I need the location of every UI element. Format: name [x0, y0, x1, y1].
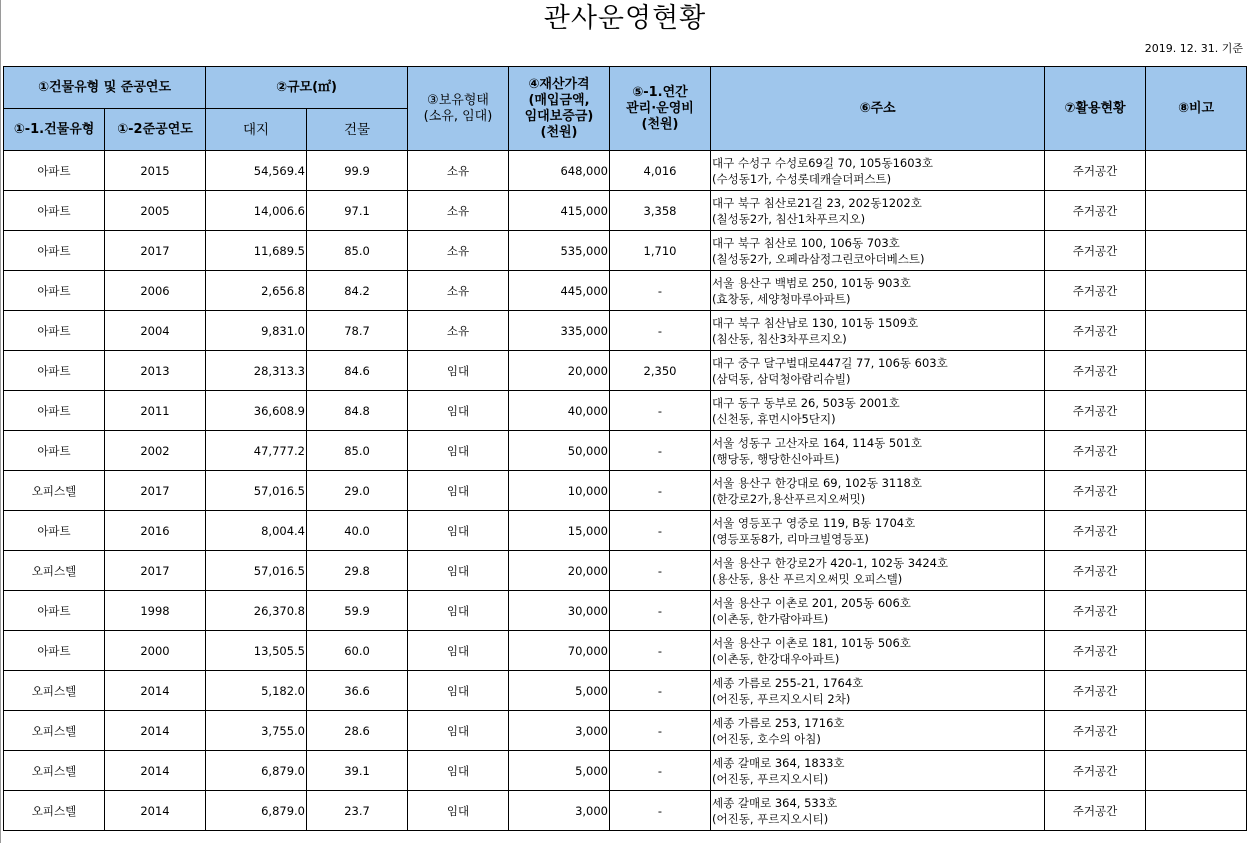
header-usage: ⑦활용현황 — [1045, 67, 1146, 151]
header-cost-line2: 관리·운영비 — [626, 100, 694, 116]
cell-address — [711, 151, 1045, 191]
cell-remarks — [1146, 431, 1247, 471]
cell-usage: 주거공간 — [1045, 351, 1146, 391]
cell-land-area: 3,755.0 — [206, 711, 307, 751]
address-line1: 서울 용산구 한강로2가 420-1, 102동 3424호 — [712, 555, 949, 570]
header-value-line1: ④재산가격 — [528, 76, 590, 92]
cell-remarks — [1146, 191, 1247, 231]
cell-address — [711, 511, 1045, 551]
cell-annual-cost: 1,710 — [610, 231, 711, 271]
cell-land-area: 57,016.5 — [206, 471, 307, 511]
cell-building-area: 84.8 — [307, 391, 408, 431]
cell-building-type: 오피스텔 — [4, 711, 105, 751]
table-row — [4, 391, 1247, 431]
cell-land-area: 14,006.6 — [206, 191, 307, 231]
cell-ownership: 소유 — [408, 271, 509, 311]
header-land-area: 대지 — [206, 109, 307, 151]
cell-address — [711, 351, 1045, 391]
cell-address — [711, 591, 1045, 631]
cell-building-type: 아파트 — [4, 191, 105, 231]
cell-land-area: 26,370.8 — [206, 591, 307, 631]
cell-usage: 주거공간 — [1045, 751, 1146, 791]
cell-building-type: 아파트 — [4, 631, 105, 671]
address-line2: (효창동, 세양청마루아파트) — [712, 291, 851, 306]
cell-annual-cost: - — [610, 311, 711, 351]
cell-ownership: 소유 — [408, 191, 509, 231]
cell-annual-cost: 2,350 — [610, 351, 711, 391]
cell-annual-cost: - — [610, 551, 711, 591]
cell-ownership: 소유 — [408, 311, 509, 351]
cell-annual-cost: 4,016 — [610, 151, 711, 191]
address-line1: 대구 중구 달구벌대로447길 77, 106동 603호 — [712, 355, 948, 370]
cell-property-value: 535,000 — [509, 231, 610, 271]
cell-ownership: 소유 — [408, 231, 509, 271]
cell-land-area: 5,182.0 — [206, 671, 307, 711]
cell-usage: 주거공간 — [1045, 191, 1146, 231]
address-line1: 대구 북구 침산로 100, 106동 703호 — [712, 235, 900, 250]
cell-building-area: 29.0 — [307, 471, 408, 511]
address-line2: (침산동, 침산3차푸르지오) — [712, 331, 847, 346]
cell-completion-year: 2017 — [105, 231, 206, 271]
cell-building-area: 28.6 — [307, 711, 408, 751]
cell-building-area: 59.9 — [307, 591, 408, 631]
cell-usage: 주거공간 — [1045, 511, 1146, 551]
cell-annual-cost: - — [610, 671, 711, 711]
cell-land-area: 28,313.3 — [206, 351, 307, 391]
cell-remarks — [1146, 151, 1247, 191]
cell-annual-cost: - — [610, 271, 711, 311]
address-line2: (한강로2가,용산푸르지오써밋) — [712, 491, 866, 506]
address-line1: 서울 용산구 이촌로 201, 205동 606호 — [712, 595, 911, 610]
cell-ownership: 임대 — [408, 351, 509, 391]
cell-property-value: 10,000 — [509, 471, 610, 511]
cell-usage: 주거공간 — [1045, 311, 1146, 351]
cell-ownership: 임대 — [408, 471, 509, 511]
table-row — [4, 751, 1247, 791]
cell-annual-cost: 3,358 — [610, 191, 711, 231]
cell-remarks — [1146, 511, 1247, 551]
cell-annual-cost: - — [610, 711, 711, 751]
header-scale-group: ②규모(㎡) — [206, 67, 408, 109]
cell-completion-year: 2017 — [105, 551, 206, 591]
cell-property-value: 20,000 — [509, 551, 610, 591]
cell-annual-cost: - — [610, 591, 711, 631]
cell-annual-cost: - — [610, 751, 711, 791]
cell-completion-year: 1998 — [105, 591, 206, 631]
header-ownership — [408, 67, 509, 151]
cell-land-area: 57,016.5 — [206, 551, 307, 591]
address-line1: 서울 용산구 한강대로 69, 102동 3118호 — [712, 475, 922, 490]
address-line2: (영등포동8가, 리마크빌영등포) — [712, 531, 869, 546]
address-line2: (이촌동, 한가람아파트) — [712, 611, 829, 626]
address-line1: 대구 북구 침산로21길 23, 202동1202호 — [712, 195, 922, 210]
cell-ownership: 임대 — [408, 511, 509, 551]
housing-status-table — [3, 66, 1247, 831]
cell-completion-year: 2016 — [105, 511, 206, 551]
cell-remarks — [1146, 471, 1247, 511]
cell-building-type: 오피스텔 — [4, 551, 105, 591]
cell-ownership: 임대 — [408, 591, 509, 631]
address-line1: 서울 용산구 이촌로 181, 101동 506호 — [712, 635, 911, 650]
cell-completion-year: 2014 — [105, 711, 206, 751]
cell-building-area: 78.7 — [307, 311, 408, 351]
cell-remarks — [1146, 391, 1247, 431]
cell-usage: 주거공간 — [1045, 711, 1146, 751]
cell-remarks — [1146, 271, 1247, 311]
cell-address — [711, 431, 1045, 471]
cell-annual-cost: - — [610, 431, 711, 471]
cell-address — [711, 471, 1045, 511]
cell-address — [711, 791, 1045, 831]
cell-building-area: 84.2 — [307, 271, 408, 311]
cell-remarks — [1146, 711, 1247, 751]
header-cost-line3: (천원) — [641, 116, 679, 132]
cell-property-value: 335,000 — [509, 311, 610, 351]
address-line2: (용산동, 용산 푸르지오써밋 오피스텔) — [712, 571, 903, 586]
header-value-line2: (매입금액, — [528, 92, 590, 108]
address-line1: 세종 가름로 253, 1716호 — [712, 715, 845, 730]
table-row — [4, 711, 1247, 751]
cell-building-type: 아파트 — [4, 271, 105, 311]
header-completion-year: ①-2준공연도 — [105, 109, 206, 151]
table-row — [4, 231, 1247, 271]
cell-land-area: 6,879.0 — [206, 791, 307, 831]
cell-building-type: 오피스텔 — [4, 751, 105, 791]
cell-usage: 주거공간 — [1045, 791, 1146, 831]
cell-building-area: 99.9 — [307, 151, 408, 191]
address-line1: 서울 용산구 백범로 250, 101동 903호 — [712, 275, 911, 290]
cell-land-area: 11,689.5 — [206, 231, 307, 271]
cell-building-type: 아파트 — [4, 231, 105, 271]
cell-land-area: 13,505.5 — [206, 631, 307, 671]
cell-remarks — [1146, 591, 1247, 631]
table-row — [4, 431, 1247, 471]
cell-address — [711, 271, 1045, 311]
address-line2: (어진동, 푸르지오시티) — [712, 771, 829, 786]
cell-land-area: 2,656.8 — [206, 271, 307, 311]
cell-property-value: 30,000 — [509, 591, 610, 631]
cell-completion-year: 2004 — [105, 311, 206, 351]
cell-property-value: 40,000 — [509, 391, 610, 431]
cell-remarks — [1146, 231, 1247, 271]
cell-completion-year: 2014 — [105, 791, 206, 831]
cell-building-area: 85.0 — [307, 431, 408, 471]
as-of-date: 2019. 12. 31. 기준 — [1144, 42, 1243, 55]
cell-completion-year: 2017 — [105, 471, 206, 511]
cell-address — [711, 671, 1045, 711]
address-line2: (어진동, 호수의 아침) — [712, 731, 821, 746]
header-value-line3: 임대보증금) — [524, 108, 594, 124]
cell-usage: 주거공간 — [1045, 431, 1146, 471]
address-line2: (이촌동, 한강대우아파트) — [712, 651, 840, 666]
cell-completion-year: 2006 — [105, 271, 206, 311]
table-row — [4, 471, 1247, 511]
cell-building-area: 36.6 — [307, 671, 408, 711]
cell-building-area: 85.0 — [307, 231, 408, 271]
cell-property-value: 15,000 — [509, 511, 610, 551]
header-building-area: 건물 — [307, 109, 408, 151]
address-line2: (신천동, 휴먼시아5단지) — [712, 411, 836, 426]
cell-building-area: 23.7 — [307, 791, 408, 831]
header-annual-cost — [610, 67, 711, 151]
cell-ownership: 임대 — [408, 751, 509, 791]
cell-building-area: 60.0 — [307, 631, 408, 671]
table-row — [4, 311, 1247, 351]
cell-building-type: 아파트 — [4, 431, 105, 471]
cell-address — [711, 311, 1045, 351]
table-row — [4, 151, 1247, 191]
table-row — [4, 591, 1247, 631]
cell-ownership: 임대 — [408, 791, 509, 831]
cell-address — [711, 551, 1045, 591]
header-type-year-group: ①건물유형 및 준공연도 — [4, 67, 206, 109]
address-line2: (수성동1가, 수성롯데캐슬더퍼스트) — [712, 171, 892, 186]
cell-remarks — [1146, 311, 1247, 351]
cell-ownership: 임대 — [408, 711, 509, 751]
cell-land-area: 8,004.4 — [206, 511, 307, 551]
address-line2: (칠성동2가, 침산1차푸르지오) — [712, 211, 866, 226]
cell-property-value: 50,000 — [509, 431, 610, 471]
table-row — [4, 351, 1247, 391]
address-line1: 대구 동구 동부로 26, 503동 2001호 — [712, 395, 900, 410]
address-line1: 세종 가름로 255-21, 1764호 — [712, 675, 864, 690]
header-ownership-line2: (소유, 임대) — [423, 108, 493, 124]
cell-ownership: 임대 — [408, 391, 509, 431]
cell-usage: 주거공간 — [1045, 471, 1146, 511]
address-line1: 대구 북구 침산남로 130, 101동 1509호 — [712, 315, 919, 330]
address-line1: 서울 영등포구 영중로 119, B동 1704호 — [712, 515, 916, 530]
address-line2: (삼덕동, 삼덕청아람리슈빌) — [712, 371, 851, 386]
cell-building-type: 아파트 — [4, 391, 105, 431]
cell-property-value: 70,000 — [509, 631, 610, 671]
cell-building-area: 39.1 — [307, 751, 408, 791]
cell-address — [711, 631, 1045, 671]
table-row — [4, 271, 1247, 311]
header-value-line4: (천원) — [540, 124, 578, 140]
cell-address — [711, 711, 1045, 751]
cell-building-type: 아파트 — [4, 511, 105, 551]
address-line1: 세종 갈매로 364, 1833호 — [712, 755, 845, 770]
cell-usage: 주거공간 — [1045, 391, 1146, 431]
cell-completion-year: 2011 — [105, 391, 206, 431]
cell-address — [711, 391, 1045, 431]
cell-remarks — [1146, 751, 1247, 791]
cell-remarks — [1146, 671, 1247, 711]
cell-remarks — [1146, 791, 1247, 831]
cell-usage: 주거공간 — [1045, 591, 1146, 631]
address-line1: 서울 성동구 고산자로 164, 114동 501호 — [712, 435, 922, 450]
cell-completion-year: 2002 — [105, 431, 206, 471]
cell-completion-year: 2015 — [105, 151, 206, 191]
cell-usage: 주거공간 — [1045, 631, 1146, 671]
cell-address — [711, 751, 1045, 791]
cell-building-type: 오피스텔 — [4, 471, 105, 511]
cell-annual-cost: - — [610, 471, 711, 511]
address-line2: (행당동, 행당한신아파트) — [712, 451, 840, 466]
cell-completion-year: 2013 — [105, 351, 206, 391]
cell-annual-cost: - — [610, 391, 711, 431]
address-line1: 세종 갈매로 364, 533호 — [712, 795, 838, 810]
cell-property-value: 445,000 — [509, 271, 610, 311]
cell-remarks — [1146, 351, 1247, 391]
cell-building-type: 아파트 — [4, 151, 105, 191]
header-remarks: ⑧비고 — [1146, 67, 1247, 151]
cell-remarks — [1146, 551, 1247, 591]
page-title: 관사운영현황 — [543, 3, 707, 34]
cell-property-value: 20,000 — [509, 351, 610, 391]
header-property-value — [509, 67, 610, 151]
cell-ownership: 소유 — [408, 151, 509, 191]
address-line2: (칠성동2가, 오페라삼정그린코아더베스트) — [712, 251, 925, 266]
cell-building-type: 아파트 — [4, 591, 105, 631]
header-address: ⑥주소 — [711, 67, 1045, 151]
cell-land-area: 6,879.0 — [206, 751, 307, 791]
cell-usage: 주거공간 — [1045, 271, 1146, 311]
cell-building-type: 오피스텔 — [4, 791, 105, 831]
table-row — [4, 551, 1247, 591]
cell-completion-year: 2014 — [105, 671, 206, 711]
cell-ownership: 임대 — [408, 671, 509, 711]
table-body — [4, 151, 1247, 831]
table-row — [4, 671, 1247, 711]
cell-usage: 주거공간 — [1045, 151, 1146, 191]
header-building-type: ①-1.건물유형 — [4, 109, 105, 151]
cell-building-type: 아파트 — [4, 351, 105, 391]
cell-land-area: 36,608.9 — [206, 391, 307, 431]
address-line1: 대구 수성구 수성로69길 70, 105동1603호 — [712, 155, 933, 170]
cell-annual-cost: - — [610, 631, 711, 671]
cell-property-value: 415,000 — [509, 191, 610, 231]
cell-building-area: 40.0 — [307, 511, 408, 551]
cell-building-area: 29.8 — [307, 551, 408, 591]
table-row — [4, 631, 1247, 671]
cell-completion-year: 2014 — [105, 751, 206, 791]
cell-property-value: 5,000 — [509, 751, 610, 791]
cell-usage: 주거공간 — [1045, 551, 1146, 591]
table-row — [4, 191, 1247, 231]
cell-building-area: 97.1 — [307, 191, 408, 231]
cell-annual-cost: - — [610, 791, 711, 831]
header-cost-line1: ⑤-1.연간 — [632, 84, 688, 100]
cell-building-area: 84.6 — [307, 351, 408, 391]
cell-property-value: 3,000 — [509, 791, 610, 831]
cell-remarks — [1146, 631, 1247, 671]
cell-annual-cost: - — [610, 511, 711, 551]
cell-land-area: 9,831.0 — [206, 311, 307, 351]
cell-completion-year: 2000 — [105, 631, 206, 671]
cell-property-value: 648,000 — [509, 151, 610, 191]
cell-completion-year: 2005 — [105, 191, 206, 231]
address-line2: (어진동, 푸르지오시티 2차) — [712, 691, 851, 706]
table-header — [4, 67, 1247, 151]
cell-usage: 주거공간 — [1045, 231, 1146, 271]
cell-property-value: 3,000 — [509, 711, 610, 751]
cell-address — [711, 231, 1045, 271]
cell-address — [711, 191, 1045, 231]
table-row — [4, 791, 1247, 831]
cell-ownership: 임대 — [408, 551, 509, 591]
cell-usage: 주거공간 — [1045, 671, 1146, 711]
table-row — [4, 511, 1247, 551]
cell-building-type: 오피스텔 — [4, 671, 105, 711]
address-line2: (어진동, 푸르지오시티) — [712, 811, 829, 826]
cell-ownership: 임대 — [408, 631, 509, 671]
cell-ownership: 임대 — [408, 431, 509, 471]
cell-land-area: 47,777.2 — [206, 431, 307, 471]
cell-property-value: 5,000 — [509, 671, 610, 711]
header-ownership-line1: ③보유형태 — [427, 92, 489, 108]
cell-building-type: 아파트 — [4, 311, 105, 351]
cell-land-area: 54,569.4 — [206, 151, 307, 191]
